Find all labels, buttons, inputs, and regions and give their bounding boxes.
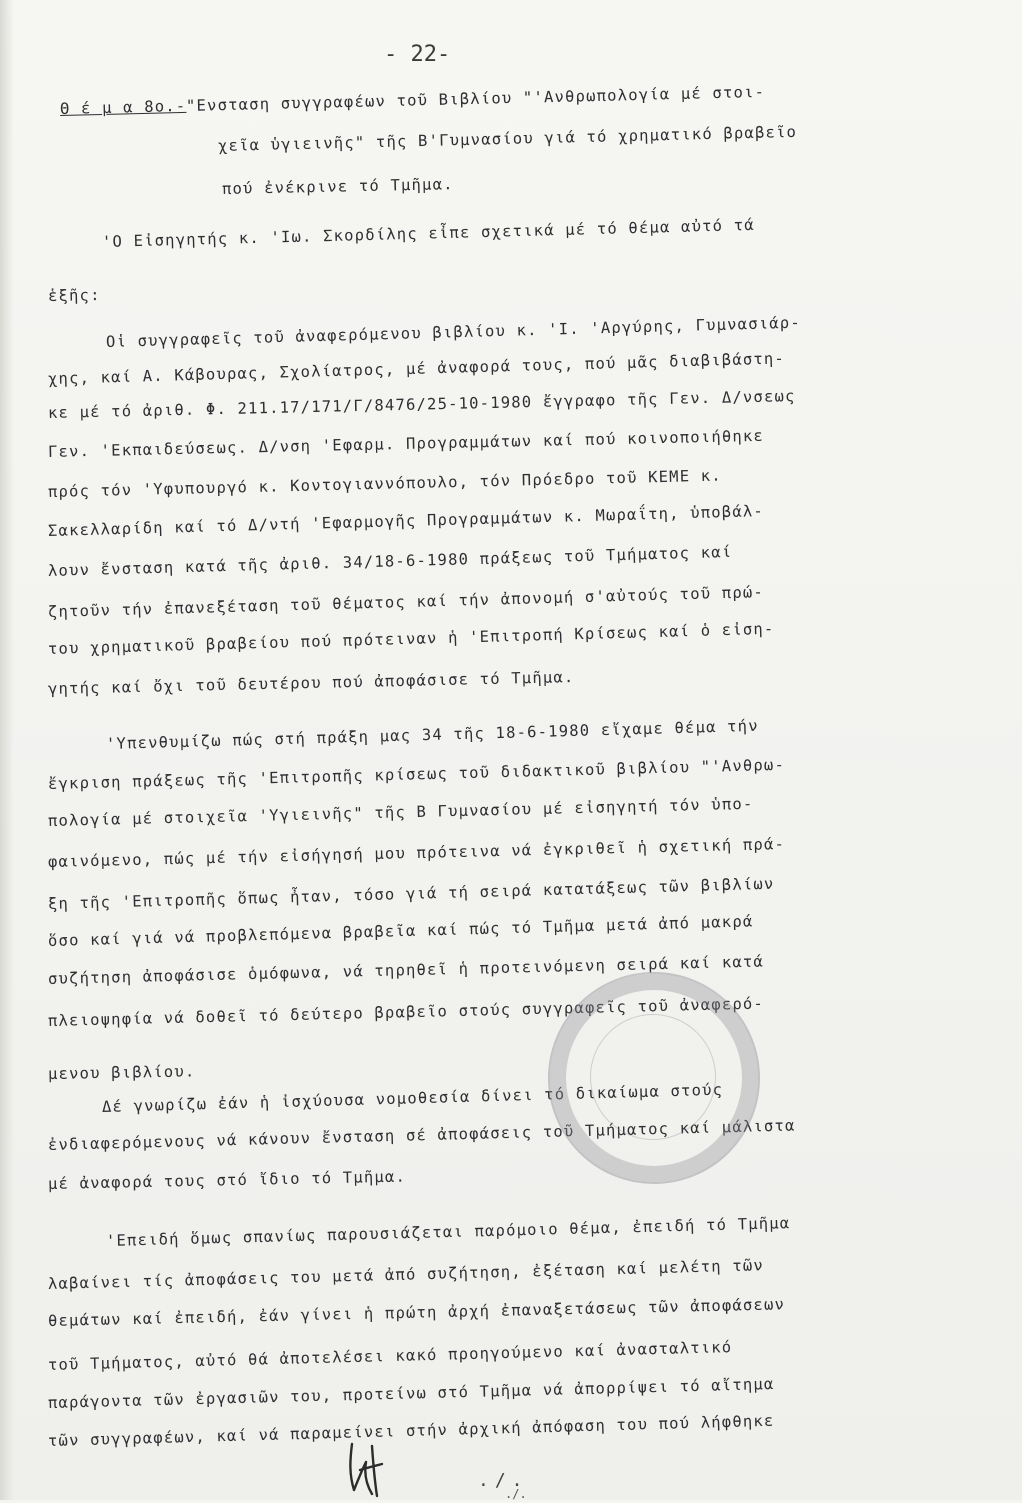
text-line: Οἱ συγγραφεῖς τοῦ ἀναφερόμενου βιβλίου κ. 'Ι. 'Αργύρης, Γυμνασιάρ- — [105, 313, 802, 351]
page-edge-shadow — [0, 0, 14, 1500]
text-line: παράγοντα τῶν ἐργασιῶν του, προτείνω στό Τμῆμα νά ἀπορρίψει τό αἴτημα — [47, 1374, 775, 1412]
text-line: πού ἐνέκρινε τό Τμῆμα. — [221, 175, 454, 198]
official-stamp — [548, 972, 760, 1184]
text-line: ζητοῦν τήν ἐπανεξέταση τοῦ θέματος καί τήν ἀπονομή σ'αὐτούς τοῦ πρώ- — [47, 583, 765, 621]
text-line: "Ενσταση συγγραφέων τοῦ Βιβλίου "'Ανθρωπολογία μέ στοι- — [185, 82, 766, 115]
text-line: Δέ γνωρίζω ἐάν ἡ ἰσχύουσα νομοθεσία δίνει τό δικαίωμα στούς — [101, 1080, 724, 1116]
text-line: πλειοψηφία νά δοθεῖ τό δεύτερο βραβεῖο στούς συγγραφεῖς τοῦ ἀναφερό- — [47, 994, 765, 1030]
text-line: χεῖα ὑγιεινῆς" τῆς Β'Γυμνασίου γιά τό χρηματικό βραβεῖο — [217, 122, 798, 155]
text-line: πολογία μέ στοιχεῖα 'Υγιεινῆς" τῆς Β Γυμνασίου μέ εἰσηγητή τόν ὑπο- — [47, 794, 754, 830]
text-line: γητής καί ὄχι τοῦ δευτέρου πού ἀποφάσισε τό Τμῆμα. — [47, 668, 575, 698]
text-line: ἔγκριση πράξεως τῆς 'Επιτροπῆς κρίσεως τοῦ διδακτικοῦ βιβλίου "'Ανθρω- — [47, 755, 786, 793]
end-mark: ./. — [478, 1470, 529, 1491]
text-line: τῶν συγγραφέων, καί νά παραμείνει στήν ἀρχική ἀπόφαση του πού λήφθηκε — [47, 1411, 775, 1450]
text-line: τοῦ Τμήματος, αὐτό θά ἀποτελέσει κακό προηγούμενο καί ἀνασταλτικό — [47, 1338, 733, 1374]
bottom-mark: ./. — [505, 1487, 527, 1501]
stamp-inner-ring — [590, 1014, 716, 1140]
text-line: ὅσο καί γιά νά προβλεπόμενα βραβεῖα καί πώς τό Τμῆμα μετά ἀπό μακρά — [47, 912, 754, 950]
text-line: 'Επειδή ὅμως σπανίως παρουσιάζεται παρόμοιο θέμα, ἐπειδή τό Τμῆμα — [105, 1214, 791, 1250]
text-line: θεμάτων καί ἐπειδή, ἐάν γίνει ἡ πρώτη ἀρχή ἐπαναξετάσεως τῶν ἀποφάσεων — [47, 1295, 786, 1330]
text-line: Γεν. 'Εκπαιδεύσεως. Δ/νση 'Εφαρμ. Προγραμμάτων καί πού κοινοποιήθηκε — [47, 426, 765, 461]
text-line: φαινόμενο, πώς μέ τήν εἰσήγησή μου πρότεινα νά ἐγκριθεῖ ἡ σχετική πρά- — [47, 834, 786, 871]
text-line: ἑξῆς: — [47, 286, 101, 305]
page-number: - 22- — [384, 42, 451, 67]
text-line: κε μέ τό ἀριθ. Φ. 211.17/171/Γ/8476/25-10-1980 ἔγγραφο τῆς Γεν. Δ/νσεως — [47, 387, 796, 422]
text-line: συζήτηση ἀποφάσισε ὁμόφωνα, νά τηρηθεῖ ἡ προτεινόμενη σειρά καί κατά — [47, 952, 765, 988]
text-line: λαβαίνει τίς ἀποφάσεις του μετά ἀπό συζήτηση, ἐξέταση καί μελέτη τῶν — [47, 1256, 765, 1293]
text-line: πρός τόν 'Υφυπουργό κ. Κοντογιαννόπουλο, τόν Πρόεδρο τοῦ ΚΕΜΕ κ. — [47, 466, 723, 501]
text-line: μέ ἀναφορά τους στό ἴδιο τό Τμῆμα. — [47, 1167, 407, 1193]
subject-label: Θ έ μ α 8ο.- — [59, 96, 187, 118]
signature — [346, 1440, 386, 1503]
text-line: 'Ο Εἰσηγητής κ. 'Ιω. Σκορδίλης εἶπε σχετικά μέ τό θέμα αὐτό τά — [101, 215, 755, 251]
text-line: ἐνδιαφερόμενους νά κάνουν ἔνσταση σέ ἀποφάσεις τοῦ Τμήματος καί μάλιστα — [47, 1116, 796, 1154]
text-line: λουν ἔνσταση κατά τῆς ἀριθ. 34/18-6-1980 πράξεως τοῦ Τμήματος καί — [47, 542, 733, 580]
text-line: χης, καί Α. Κάβουρας, Σχολίατρος, μέ ἀναφορά τους, πού μᾶς διαβιβάστη- — [47, 349, 786, 388]
text-line: του χρηματικοῦ βραβείου πού πρότειναν ἡ 'Επιτροπή Κρίσεως καί ὁ εἰση- — [47, 619, 775, 658]
text-line: 'Υπενθυμίζω πώς στή πράξη μας 34 τῆς 18-6-1980 εἴχαμε θέμα τήν — [105, 716, 759, 753]
text-line: μενου βιβλίου. — [47, 1062, 196, 1083]
text-line: Σακελλαρίδη καί τό Δ/ντή 'Εφαρμογῆς Προγραμμάτων κ. Μωραΐτη, ὑποβάλ- — [47, 502, 765, 540]
text-line: ξη τῆς 'Επιτροπῆς ὅπως ἦταν, τόσο γιά τή σειρά κατατάξεως τῶν βιβλίων — [47, 874, 775, 913]
